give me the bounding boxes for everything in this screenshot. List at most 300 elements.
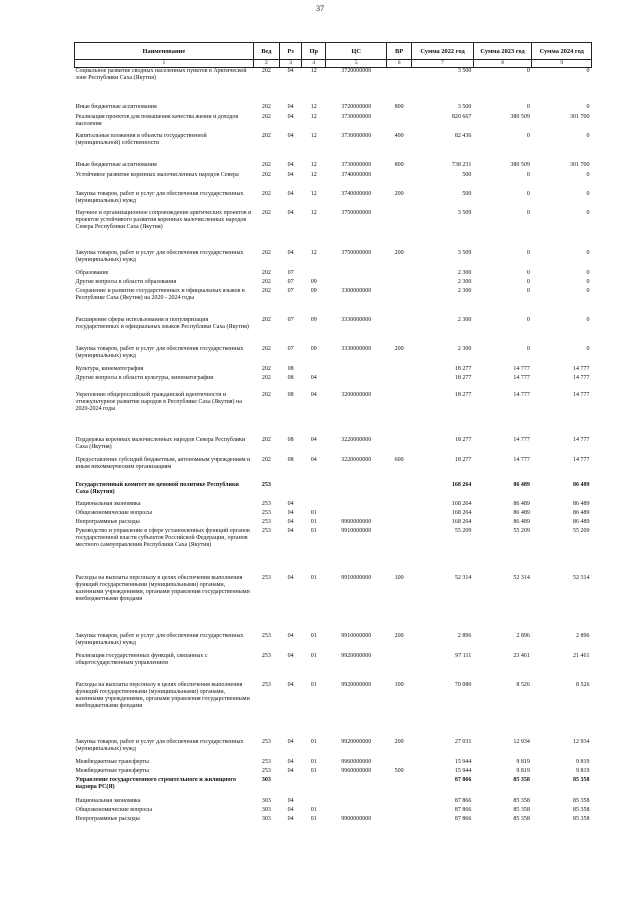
row-name: Другие вопросы в области образования [75,278,177,285]
row-ved: 202 [261,209,271,216]
row-sum-2022: 500 [462,171,472,178]
header-rz: Рз [279,43,301,60]
row-sum-2023: 14 777 [513,456,530,463]
row-sum-2024: 0 [586,278,590,285]
row-vr [386,68,411,104]
table-row [75,528,592,575]
row-name: Непрограммные расходы [75,518,140,525]
row-sum-2023: 52 314 [513,574,530,581]
row-sum-2022: 3 500 [457,103,472,110]
row-cs: 3200000000 [341,391,372,398]
table-row [75,816,592,825]
header-ved: Вед [253,43,279,60]
row-name: Расходы на выплаты персоналу в целях обеспечения выполнения функций государственными (муниципальными) органами, казенными учреждениями, органами управления государственными внебюджетными фондами [75,681,250,709]
row-vr [386,777,411,798]
row-sum-2024: 0 [586,345,590,352]
row-ved: 253 [261,767,271,774]
row-sum-2024: 85 358 [573,815,590,822]
row-sum-2024: 86 489 [573,500,590,507]
row-sum-2022: 15 944 [454,758,472,765]
row-ved: 253 [261,681,271,688]
row-rz: 04 [287,209,294,216]
row-sum-2024: 0 [586,269,590,276]
row-vr [386,317,411,346]
row-name: Закупка товаров, работ и услуг для обеспечения государственных (муниципальных) нужд [75,249,244,263]
row-sum-2022: 820 667 [451,113,472,120]
row-pr [302,366,326,375]
row-name: Руководство и управление в сфере установленных функций органов государственной власти субъектов Российской Федерации, органов местного самоуправления Республики Саха (Якутия) [75,527,250,548]
row-pr: 12 [310,103,317,110]
row-pr [302,270,326,279]
row-sum-2022: 3 500 [457,68,472,74]
row-ved: 253 [261,527,271,534]
row-vr: 100 [394,574,404,581]
row-sum-2022: 18 277 [454,436,472,443]
row-ved: 303 [261,806,271,813]
row-sum-2024: 14 777 [573,391,590,398]
row-name: Образование [75,269,109,276]
row-ved: 253 [261,481,271,488]
row-sum-2022: 738 231 [451,161,472,168]
row-sum-2023: 380 509 [510,161,530,168]
row-vr [386,798,411,807]
row-sum-2023: 0 [526,345,530,352]
row-rz: 04 [287,190,294,197]
table-row [75,739,592,759]
row-rz [279,777,301,798]
row-vr: 400 [394,132,404,139]
row-name: Реализация государственных функций, связанных с общегосударственным управлением [75,652,208,666]
table-row [75,162,592,172]
row-cs [326,798,387,807]
row-vr [386,114,411,133]
row-vr [386,437,411,457]
row-cs [326,279,387,288]
row-rz: 04 [287,500,294,507]
table-row [75,392,592,437]
row-sum-2024: 0 [586,190,590,197]
row-rz: 04 [287,652,294,659]
row-rz: 04 [287,171,294,178]
row-sum-2024: 14 777 [573,374,590,381]
table-row [75,798,592,807]
row-cs [326,482,387,501]
row-sum-2024: 0 [586,171,590,178]
row-sum-2022: 82 436 [454,132,472,139]
row-vr [386,210,411,250]
row-rz: 07 [287,287,294,294]
row-name: Закупка товаров, работ и услуг для обеспечения государственных (муниципальных) нужд [75,190,244,204]
row-sum-2023: 14 777 [513,374,530,381]
row-sum-2023: 85 358 [513,806,530,813]
row-rz: 04 [287,249,294,256]
row-ved: 303 [261,815,271,822]
row-pr: 12 [310,171,317,178]
row-ved: 202 [261,316,271,323]
row-ved: 202 [261,365,271,372]
row-pr: 01 [310,574,317,581]
table-body [75,68,592,825]
row-sum-2022: 3 509 [457,209,472,216]
row-name: Управление государственного строительного и жилищного надзора РС(Я) [75,776,236,790]
row-sum-2024: 14 777 [573,365,590,372]
row-name: Межбюджетные трансферты [75,758,149,765]
row-rz: 04 [287,574,294,581]
row-sum-2023: 0 [526,249,530,256]
row-ved: 253 [261,500,271,507]
row-rz: 08 [287,456,294,463]
row-name: Другие вопросы в области культуры, кинематографии [75,374,214,381]
row-vr: 200 [394,249,404,256]
row-pr: 09 [310,316,317,323]
row-ved: 253 [261,509,271,516]
row-sum-2022: 2 300 [457,316,472,323]
table-row [75,437,592,457]
row-pr: 01 [310,681,317,688]
row-sum-2024: 0 [586,209,590,216]
row-pr: 04 [310,391,317,398]
table-row [75,250,592,270]
row-cs: 3730000000 [341,113,372,120]
row-vr [386,279,411,288]
row-cs: 3720000000 [341,68,372,74]
column-number: 3 [279,60,301,68]
row-cs: 3740000000 [341,190,372,197]
row-sum-2024: 0 [586,249,590,256]
row-cs [326,375,387,392]
header-sum-2022: Сумма 2022 год [412,43,474,60]
table-row [75,346,592,366]
row-sum-2024: 14 777 [573,456,590,463]
row-sum-2023: 23 461 [513,652,530,659]
row-ved: 202 [261,287,271,294]
row-sum-2023: 86 489 [513,500,530,507]
row-rz: 04 [287,767,294,774]
row-cs: 9900000000 [341,518,372,525]
row-rz: 04 [287,103,294,110]
row-sum-2023: 0 [526,316,530,323]
row-vr: 500 [394,767,404,774]
row-cs: 3220000000 [341,436,372,443]
row-pr: 01 [310,767,317,774]
row-rz: 07 [287,345,294,352]
row-sum-2023: 380 509 [510,113,530,120]
row-sum-2024: 52 314 [573,574,590,581]
row-vr: 600 [394,456,404,463]
row-pr: 12 [310,113,317,120]
row-vr [386,807,411,816]
row-vr [386,528,411,575]
row-name: Общеэкономические вопросы [75,806,153,813]
row-cs: 3750000000 [341,249,372,256]
row-sum-2024: 86 489 [573,518,590,525]
row-sum-2023: 14 777 [513,365,530,372]
header-sum-2023: Сумма 2023 год [473,43,532,60]
row-cs: 3300000000 [341,287,372,294]
table-row [75,279,592,288]
row-sum-2024: 85 358 [573,797,590,804]
row-vr [386,653,411,682]
row-sum-2023: 14 777 [513,391,530,398]
row-sum-2023: 12 934 [513,738,530,745]
row-sum-2022: 87 866 [454,797,472,804]
table-row [75,768,592,777]
table-row [75,777,592,798]
row-rz: 07 [287,269,294,276]
row-sum-2024: 9 819 [576,758,590,765]
row-pr: 12 [310,161,317,168]
row-cs: 3740000000 [341,171,372,178]
row-ved: 253 [261,652,271,659]
row-rz: 04 [287,738,294,745]
column-number-row [75,60,592,68]
row-rz: 04 [287,806,294,813]
table-row [75,366,592,375]
row-ved: 202 [261,161,271,168]
row-sum-2023: 9 819 [516,767,530,774]
header-cs: ЦС [326,43,387,60]
row-rz: 04 [287,681,294,688]
row-ved: 202 [261,249,271,256]
row-rz [279,482,301,501]
row-pr: 12 [310,249,317,256]
row-ved: 202 [261,345,271,352]
row-vr: 800 [394,161,404,168]
row-sum-2024: 21 461 [573,652,590,659]
row-name: Реализация проектов для повышения качества жизни и доходов населения [75,113,239,127]
row-vr [386,501,411,510]
row-sum-2022: 18 277 [454,374,472,381]
row-pr: 04 [310,436,317,443]
row-vr [386,519,411,528]
table-row [75,133,592,162]
row-name: Устойчивое развитие коренных малочисленных народов Севера [75,171,239,178]
table-row [75,682,592,739]
column-number: 6 [386,60,411,68]
row-cs: 3720000000 [341,103,372,110]
header-sum-2024: Сумма 2024 год [532,43,592,60]
row-name: Национальная экономика [75,500,141,507]
row-ved: 253 [261,574,271,581]
row-sum-2022: 168 264 [451,509,472,516]
row-pr [302,798,326,807]
row-cs: 9910000000 [341,574,372,581]
row-name: Культура, кинематография [75,365,144,372]
row-rz: 04 [287,161,294,168]
row-vr [386,366,411,375]
row-sum-2022: 2 300 [457,345,472,352]
header-row [75,43,592,60]
row-cs: 3220000000 [341,456,372,463]
row-pr: 01 [310,652,317,659]
row-pr: 01 [310,509,317,516]
row-name: Капитальные вложения в объекты государственной (муниципальной) собственности [75,132,207,146]
row-name: Государственный комитет по ценовой политике Республики Саха (Якутия) [75,481,239,495]
row-name: Иные бюджетные ассигнования [75,103,157,110]
row-ved: 253 [261,758,271,765]
row-vr: 200 [394,345,404,352]
row-sum-2023: 85 358 [513,797,530,804]
row-rz: 08 [287,374,294,381]
row-vr [386,510,411,519]
row-sum-2023: 8 526 [516,681,530,688]
row-name: Межбюджетные трансферты [75,767,149,774]
row-vr: 200 [394,738,404,745]
table-row [75,653,592,682]
row-sum-2022: 3 509 [457,249,472,256]
row-vr [386,482,411,501]
row-sum-2024: 14 777 [573,436,590,443]
row-sum-2022: 168 264 [451,481,472,488]
row-sum-2023: 86 489 [513,481,530,488]
row-pr: 01 [310,527,317,534]
row-cs: 3730000000 [341,161,372,168]
table-row [75,482,592,501]
table-row [75,172,592,191]
row-sum-2024: 301 700 [570,113,590,120]
row-sum-2023: 55 209 [513,527,530,534]
row-sum-2023: 85 358 [513,815,530,822]
row-pr: 12 [310,209,317,216]
row-ved: 202 [261,436,271,443]
row-sum-2024: 0 [586,316,590,323]
row-cs [326,501,387,510]
row-rz: 04 [287,518,294,525]
row-cs [326,270,387,279]
table-row [75,519,592,528]
row-name: Непрограммные расходы [75,815,140,822]
row-pr [302,501,326,510]
row-sum-2022: 87 866 [454,815,472,822]
row-rz: 04 [287,797,294,804]
row-vr [386,759,411,768]
row-name: Закупка товаров, работ и услуг для обеспечения государственных (муниципальных) нужд [75,738,244,752]
row-sum-2023: 0 [526,269,530,276]
row-pr: 12 [310,68,317,74]
row-ved: 202 [261,456,271,463]
row-sum-2024: 86 489 [573,509,590,516]
row-sum-2023: 0 [526,68,530,74]
table-row [75,575,592,633]
row-sum-2024: 2 896 [576,632,590,639]
row-sum-2023: 0 [526,190,530,197]
row-pr: 01 [310,758,317,765]
row-vr: 200 [394,632,404,639]
row-ved: 253 [261,632,271,639]
row-rz: 04 [287,113,294,120]
row-rz: 08 [287,391,294,398]
row-vr: 200 [394,190,404,197]
row-sum-2022: 2 896 [457,632,472,639]
column-number: 1 [75,60,254,68]
row-sum-2023: 0 [526,287,530,294]
row-ved: 202 [261,171,271,178]
row-sum-2024: 55 209 [573,527,590,534]
row-pr: 09 [310,278,317,285]
row-sum-2024: 301 700 [570,161,590,168]
row-sum-2024: 0 [586,132,590,139]
row-ved: 303 [261,776,271,783]
row-rz: 04 [287,132,294,139]
row-sum-2023: 0 [526,209,530,216]
column-number: 7 [412,60,474,68]
row-vr [386,288,411,317]
row-ved: 202 [261,103,271,110]
row-pr: 09 [310,287,317,294]
table-row [75,104,592,114]
row-sum-2024: 12 934 [573,738,590,745]
row-rz: 04 [287,758,294,765]
row-name: Научное и организационное сопровождение арктических проектов и проектов устойчивого развития коренных малочисленных народов Севера Республики Саха (Якутия) [75,209,252,230]
table-row [75,270,592,279]
row-ved: 202 [261,132,271,139]
row-pr [302,777,326,798]
row-name: Сохранение и развитие государственных и официальных языков в Республике Саха (Якутия) на 2020 - 2024 годы [75,287,245,301]
row-pr: 04 [310,456,317,463]
row-name: Закупка товаров, работ и услуг для обеспечения государственных (муниципальных) нужд [75,345,244,359]
row-cs: 3330000000 [341,345,372,352]
row-ved: 202 [261,68,271,74]
column-number: 4 [302,60,326,68]
row-cs: 9960000000 [341,767,372,774]
row-rz: 07 [287,278,294,285]
row-name: Национальная экономика [75,797,141,804]
column-number: 9 [532,60,592,68]
row-cs: 9900000000 [341,815,372,822]
row-sum-2022: 168 264 [451,500,472,507]
table-row [75,114,592,133]
row-sum-2023: 0 [526,103,530,110]
row-sum-2022: 2 300 [457,287,472,294]
row-name: Поддержка коренных малочисленных народов Севера Республики Саха (Якутия) [75,436,246,450]
row-cs: 3730000000 [341,132,372,139]
header-pr: Пр [302,43,326,60]
row-cs [326,807,387,816]
row-pr [302,482,326,501]
row-sum-2022: 500 [462,190,472,197]
table-row [75,191,592,210]
row-name: Укрепление общероссийской гражданской идентичности и этнокультурное развитие народов в Республике Саха (Якутия) на 2020-2024 годы [75,391,242,412]
row-name: Предоставление субсидий бюджетным, автономным учреждениям и иным некоммерческим организациям [75,456,251,470]
row-sum-2022: 18 277 [454,391,472,398]
row-ved: 202 [261,374,271,381]
row-sum-2022: 2 300 [457,278,472,285]
row-ved: 202 [261,190,271,197]
row-pr: 12 [310,132,317,139]
row-sum-2024: 0 [586,103,590,110]
row-ved: 253 [261,738,271,745]
row-cs: 9920000000 [341,681,372,688]
row-sum-2024: 85 358 [573,776,590,783]
table-row [75,501,592,510]
row-pr: 01 [310,738,317,745]
table-row [75,68,592,104]
column-number: 5 [326,60,387,68]
row-rz: 08 [287,436,294,443]
row-pr: 01 [310,815,317,822]
row-sum-2022: 18 277 [454,456,472,463]
row-vr [386,816,411,825]
row-sum-2022: 2 300 [457,269,472,276]
row-sum-2023: 85 358 [513,776,530,783]
row-name: Закупка товаров, работ и услуг для обеспечения государственных (муниципальных) нужд [75,632,244,646]
row-cs: 9910000000 [341,632,372,639]
row-sum-2022: 87 866 [454,776,472,783]
budget-table [74,42,592,825]
row-cs: 3750000000 [341,209,372,216]
row-sum-2022: 55 209 [454,527,472,534]
row-sum-2022: 18 277 [454,365,472,372]
